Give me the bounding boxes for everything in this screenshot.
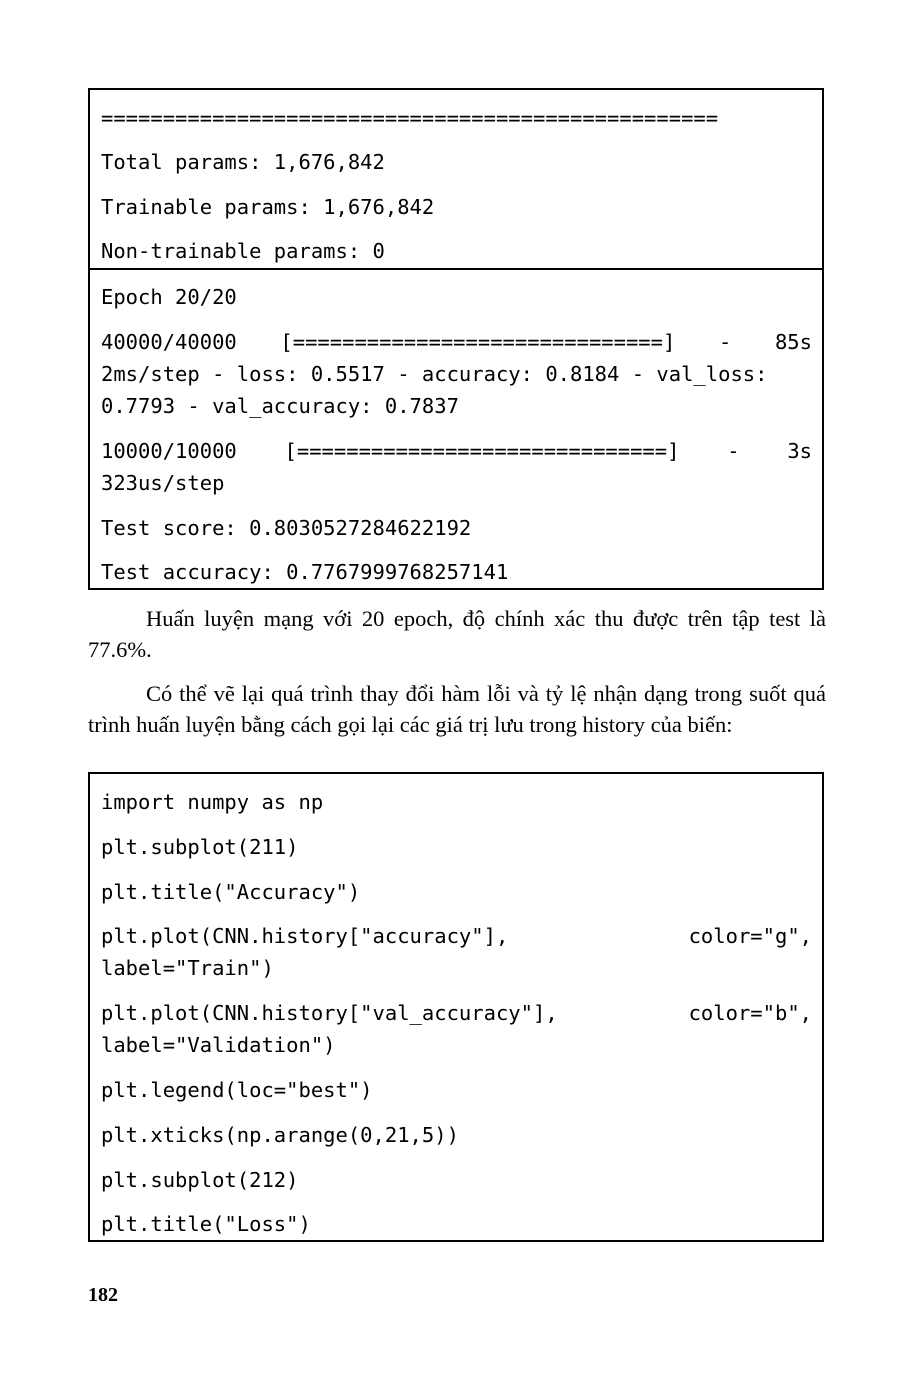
trainable-params: Trainable params: 1,676,842 [101,195,435,219]
code-line-import: import numpy as np [101,790,324,814]
test-accuracy: Test accuracy: 0.7767999768257141 [101,560,509,584]
code-line-label-validation: label="Validation") [101,1033,336,1057]
train-time: 85s [774,330,812,354]
test-score: Test score: 0.8030527284622192 [101,516,472,540]
train-dash: - [718,330,732,354]
code-plot-accuracy-call: plt.plot(CNN.history["accuracy"], [101,924,509,948]
code-box [88,772,824,1242]
train-progress-line [101,330,812,354]
code-plot-accuracy-color: color="g", [688,924,812,948]
code-plot-val-accuracy-color: color="b", [688,1001,812,1025]
train-bar: [==============================] [280,330,676,354]
code-line-plot-accuracy [101,924,812,948]
train-metrics-line: 2ms/step - loss: 0.5517 - accuracy: 0.8184 - val_loss: [101,362,768,386]
test-dash: - [727,439,740,463]
code-line-label-train: label="Train") [101,956,274,980]
code-line-legend: plt.legend(loc="best") [101,1078,373,1102]
output-divider [90,268,822,270]
code-line-xticks: plt.xticks(np.arange(0,21,5)) [101,1123,459,1147]
non-trainable-params: Non-trainable params: 0 [101,239,385,263]
summary-separator: ================================================== [101,106,719,130]
paragraph-plot-intro: Có thể vẽ lại quá trình thay đổi hàm lỗi và tỷ lệ nhận dạng trong suốt quá trình huấn luyện bằng cách gọi lại các giá trị lưu trong history của biến: [88,681,826,737]
epoch-line: Epoch 20/20 [101,285,237,309]
test-step-line: 323us/step [101,471,225,495]
code-line-subplot-212: plt.subplot(212) [101,1168,299,1192]
test-bar: [==============================] [284,439,680,463]
page-number: 182 [88,1284,118,1306]
test-count: 10000/10000 [101,439,237,463]
paragraph-result: Huấn luyện mạng với 20 epoch, độ chính xác thu được trên tập test là 77.6%. [88,606,826,662]
train-count: 40000/40000 [101,330,237,354]
code-line-title-accuracy: plt.title("Accuracy") [101,880,361,904]
train-val-line: 0.7793 - val_accuracy: 0.7837 [101,394,459,418]
code-line-title-loss: plt.title("Loss") [101,1212,311,1236]
test-progress-line [101,439,812,463]
total-params: Total params: 1,676,842 [101,150,385,174]
model-output-box [88,88,824,590]
test-time: 3s [787,439,812,463]
code-line-subplot-211: plt.subplot(211) [101,835,299,859]
code-plot-val-accuracy-call: plt.plot(CNN.history["val_accuracy"], [101,1001,558,1025]
code-line-plot-val-accuracy [101,1001,812,1025]
